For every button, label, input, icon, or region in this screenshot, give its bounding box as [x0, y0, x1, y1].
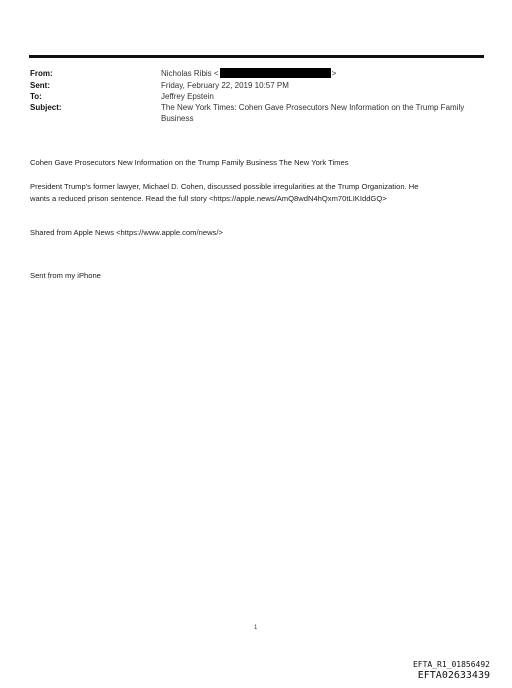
article-headline: Cohen Gave Prosecutors New Information on the Trump Family Business The New York Times — [30, 158, 349, 167]
from-name: Nicholas Ribis < — [161, 69, 219, 78]
header-rule — [29, 55, 484, 58]
subject-line-1: The New York Times: Cohen Gave Prosecutors New Information on the Trump Family — [161, 103, 465, 112]
bates-number-2: EFTA02633439 — [417, 670, 490, 681]
subject-label: Subject: — [30, 103, 62, 112]
email-signature: Sent from my iPhone — [30, 271, 101, 280]
to-label: To: — [30, 92, 42, 101]
to-value: Jeffrey Epstein — [161, 92, 214, 101]
page-number: 1 — [254, 625, 258, 631]
article-summary — [30, 181, 480, 205]
redaction-box — [220, 68, 331, 78]
sent-label: Sent: — [30, 81, 50, 90]
shared-from-apple-news: Shared from Apple News <https://www.apple.com/news/> — [30, 228, 223, 237]
summary-line-2: wants a reduced prison sentence. Read the full story <https://apple.news/AmQ8wdN4hQxm70tLIKIddGQ> — [30, 194, 387, 203]
from-close: > — [331, 69, 337, 78]
summary-line-1: President Trump's former lawyer, Michael D. Cohen, discussed possible irregularities at the Trump Organization. He — [30, 182, 419, 191]
bates-number-1: EFTA_R1_01856492 — [412, 660, 490, 669]
subject-line-2: Business — [161, 114, 194, 123]
from-value — [161, 68, 491, 79]
from-label: From: — [30, 69, 53, 78]
subject-value — [161, 102, 491, 124]
sent-value: Friday, February 22, 2019 10:57 PM — [161, 81, 289, 90]
